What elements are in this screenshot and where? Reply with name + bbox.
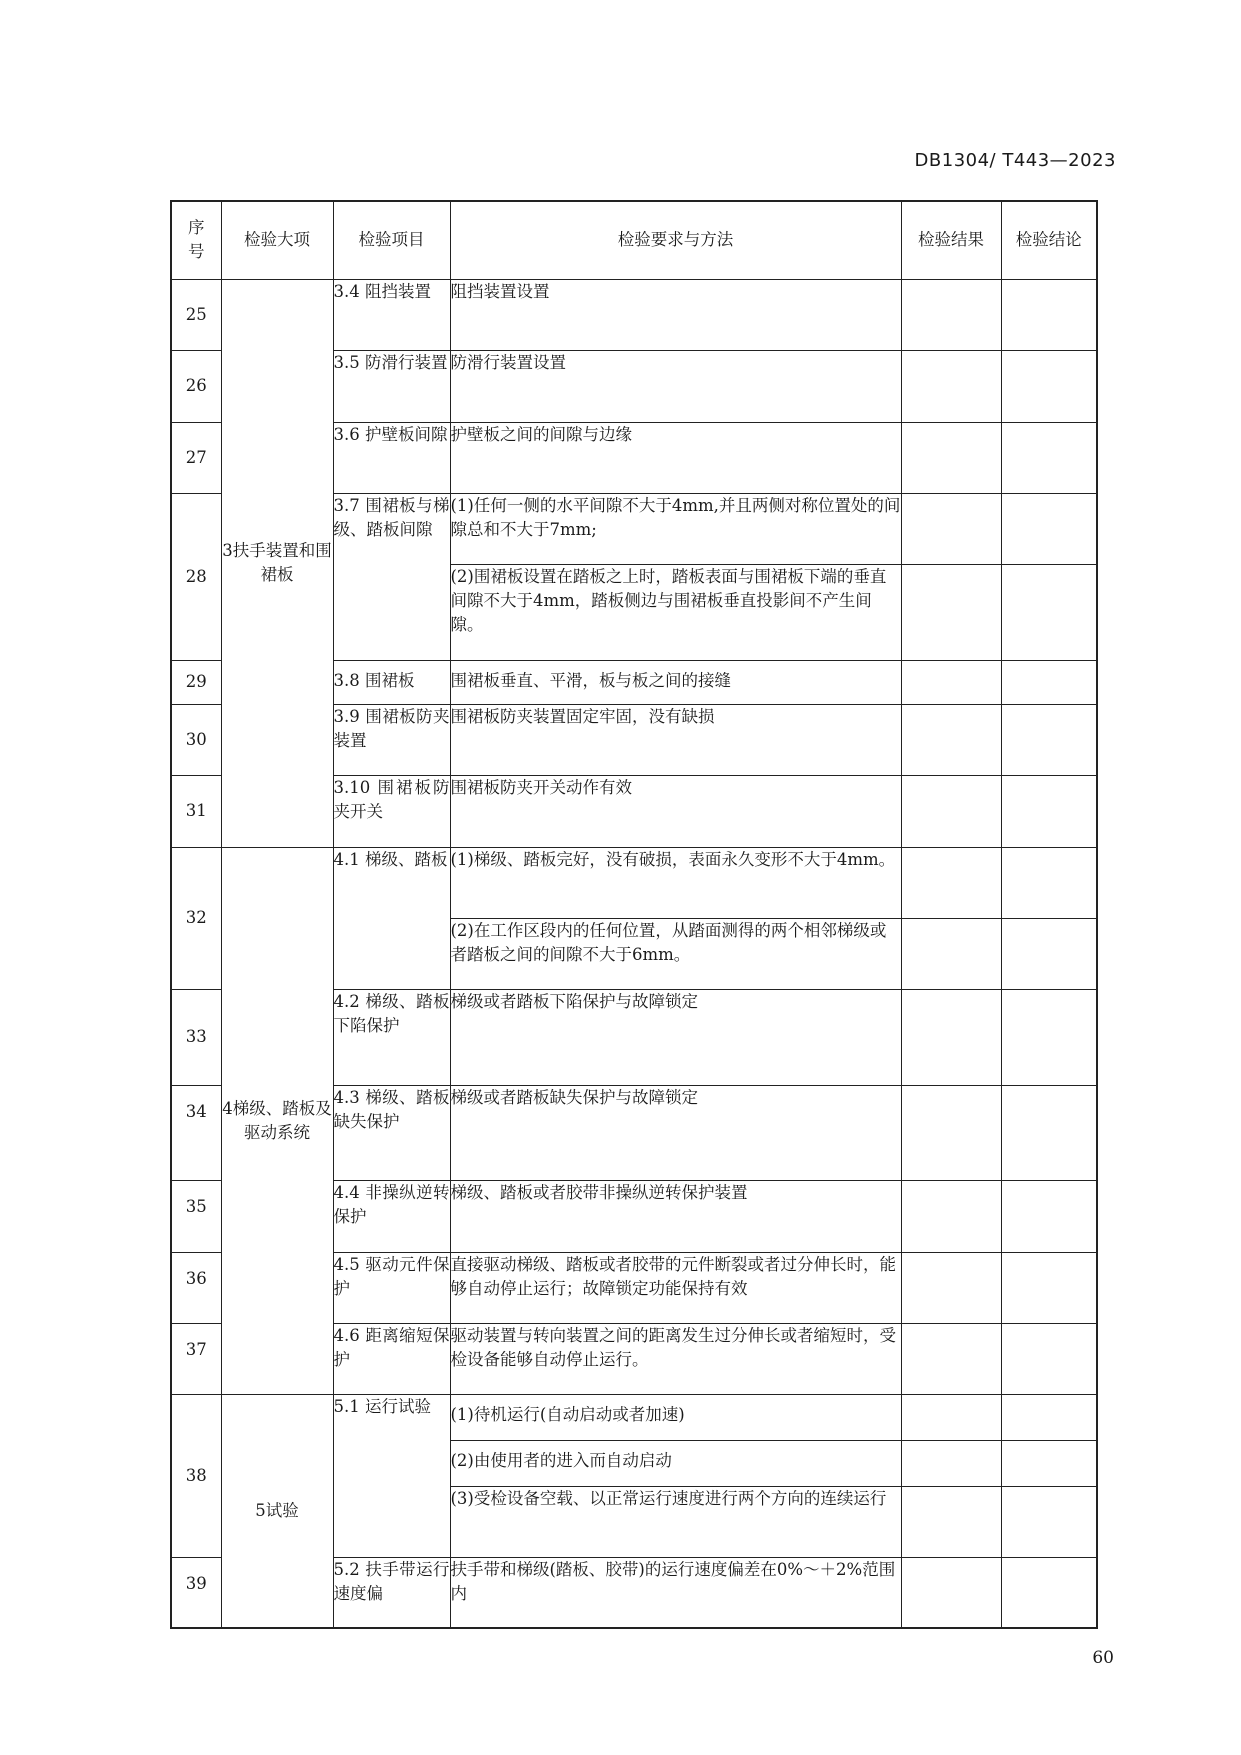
requirement-cell: (1)任何一侧的水平间隙不大于4mm,并且两侧对称位置处的间隙总和不大于7mm;: [450, 493, 901, 564]
table-row: [171, 847, 1097, 918]
requirement-cell: 直接驱动梯级、踏板或者胶带的元件断裂或者过分伸长时，能够自动停止运行；故障锁定功能保持有效: [450, 1252, 901, 1323]
document-code: DB1304/ T443—2023: [914, 150, 1116, 171]
conclusion-cell: [1001, 350, 1097, 422]
result-cell: [901, 847, 1001, 918]
requirement-cell: 防滑行装置设置: [450, 350, 901, 422]
item-cell: 4.1 梯级、踏板: [333, 847, 450, 989]
result-cell: [901, 350, 1001, 422]
item-cell: 3.7 围裙板与梯级、踏板间隙: [333, 493, 450, 660]
category-cell: 5试验: [221, 1394, 333, 1628]
row-number: 35: [171, 1180, 221, 1252]
row-number: 38: [171, 1394, 221, 1557]
result-cell: [901, 493, 1001, 564]
header-result: 检验结果: [901, 201, 1001, 279]
row-number: 34: [171, 1085, 221, 1180]
requirement-cell: (2)围裙板设置在踏板之上时，踏板表面与围裙板下端的垂直间隙不大于4mm，踏板侧边与围裙板垂直投影间不产生间隙。: [450, 564, 901, 660]
conclusion-cell: [1001, 1486, 1097, 1557]
row-number: 32: [171, 847, 221, 989]
conclusion-cell: [1001, 1180, 1097, 1252]
item-cell: 3.4 阻挡装置: [333, 279, 450, 350]
row-number: 33: [171, 989, 221, 1085]
requirement-cell: (2)由使用者的进入而自动启动: [450, 1440, 901, 1486]
header-requirement: 检验要求与方法: [450, 201, 901, 279]
table-row: [171, 279, 1097, 350]
row-number: 39: [171, 1557, 221, 1628]
conclusion-cell: [1001, 1252, 1097, 1323]
conclusion-cell: [1001, 1323, 1097, 1394]
requirement-cell: 围裙板垂直、平滑，板与板之间的接缝: [450, 660, 901, 704]
result-cell: [901, 704, 1001, 775]
requirement-cell: 围裙板防夹开关动作有效: [450, 775, 901, 847]
item-cell: 4.3 梯级、踏板缺失保护: [333, 1085, 450, 1180]
row-number: 28: [171, 493, 221, 660]
item-cell: 3.10 围裙板防夹开关: [333, 775, 450, 847]
category-cell: 4梯级、踏板及驱动系统: [221, 847, 333, 1394]
result-cell: [901, 1180, 1001, 1252]
requirement-cell: 阻挡装置设置: [450, 279, 901, 350]
result-cell: [901, 1557, 1001, 1628]
conclusion-cell: [1001, 918, 1097, 989]
requirement-cell: 扶手带和梯级(踏板、胶带)的运行速度偏差在0%～＋2%范围内: [450, 1557, 901, 1628]
table-header-row: [171, 201, 1097, 279]
row-number: 26: [171, 350, 221, 422]
item-cell: 3.8 围裙板: [333, 660, 450, 704]
result-cell: [901, 1085, 1001, 1180]
result-cell: [901, 1440, 1001, 1486]
requirement-cell: (1)梯级、踏板完好，没有破损，表面永久变形不大于4mm。: [450, 847, 901, 918]
conclusion-cell: [1001, 704, 1097, 775]
conclusion-cell: [1001, 1394, 1097, 1440]
row-number: 29: [171, 660, 221, 704]
result-cell: [901, 918, 1001, 989]
row-number: 25: [171, 279, 221, 350]
item-cell: 3.9 围裙板防夹装置: [333, 704, 450, 775]
result-cell: [901, 1252, 1001, 1323]
header-category: 检验大项: [221, 201, 333, 279]
requirement-cell: (3)受检设备空载、以正常运行速度进行两个方向的连续运行: [450, 1486, 901, 1557]
item-cell: 4.2 梯级、踏板下陷保护: [333, 989, 450, 1085]
item-cell: 4.5 驱动元件保护: [333, 1252, 450, 1323]
item-cell: 4.4 非操纵逆转保护: [333, 1180, 450, 1252]
result-cell: [901, 989, 1001, 1085]
result-cell: [901, 279, 1001, 350]
result-cell: [901, 1323, 1001, 1394]
table-row: [171, 1394, 1097, 1440]
requirement-cell: 梯级或者踏板缺失保护与故障锁定: [450, 1085, 901, 1180]
conclusion-cell: [1001, 847, 1097, 918]
requirement-cell: 护壁板之间的间隙与边缘: [450, 422, 901, 493]
result-cell: [901, 564, 1001, 660]
requirement-cell: (2)在工作区段内的任何位置，从踏面测得的两个相邻梯级或者踏板之间的间隙不大于6mm。: [450, 918, 901, 989]
conclusion-cell: [1001, 989, 1097, 1085]
requirement-cell: (1)待机运行(自动启动或者加速): [450, 1394, 901, 1440]
item-cell: 5.1 运行试验: [333, 1394, 450, 1557]
conclusion-cell: [1001, 422, 1097, 493]
item-cell: 5.2 扶手带运行速度偏: [333, 1557, 450, 1628]
row-number: 37: [171, 1323, 221, 1394]
item-cell: 4.6 距离缩短保护: [333, 1323, 450, 1394]
header-no: 序号: [171, 201, 221, 279]
requirement-cell: 梯级或者踏板下陷保护与故障锁定: [450, 989, 901, 1085]
result-cell: [901, 775, 1001, 847]
conclusion-cell: [1001, 1440, 1097, 1486]
category-cell: 3扶手装置和围裙板: [221, 279, 333, 847]
header-conclusion: 检验结论: [1001, 201, 1097, 279]
inspection-table: [170, 200, 1098, 1629]
result-cell: [901, 1394, 1001, 1440]
row-number: 27: [171, 422, 221, 493]
result-cell: [901, 1486, 1001, 1557]
requirement-cell: 围裙板防夹装置固定牢固，没有缺损: [450, 704, 901, 775]
result-cell: [901, 422, 1001, 493]
header-item: 检验项目: [333, 201, 450, 279]
requirement-cell: 梯级、踏板或者胶带非操纵逆转保护装置: [450, 1180, 901, 1252]
row-number: 30: [171, 704, 221, 775]
result-cell: [901, 660, 1001, 704]
conclusion-cell: [1001, 493, 1097, 564]
conclusion-cell: [1001, 1085, 1097, 1180]
row-number: 31: [171, 775, 221, 847]
requirement-cell: 驱动装置与转向装置之间的距离发生过分伸长或者缩短时，受检设备能够自动停止运行。: [450, 1323, 901, 1394]
row-number: 36: [171, 1252, 221, 1323]
page-number: 60: [1092, 1648, 1114, 1668]
conclusion-cell: [1001, 660, 1097, 704]
item-cell: 3.5 防滑行装置: [333, 350, 450, 422]
conclusion-cell: [1001, 279, 1097, 350]
conclusion-cell: [1001, 775, 1097, 847]
conclusion-cell: [1001, 564, 1097, 660]
item-cell: 3.6 护壁板间隙: [333, 422, 450, 493]
conclusion-cell: [1001, 1557, 1097, 1628]
